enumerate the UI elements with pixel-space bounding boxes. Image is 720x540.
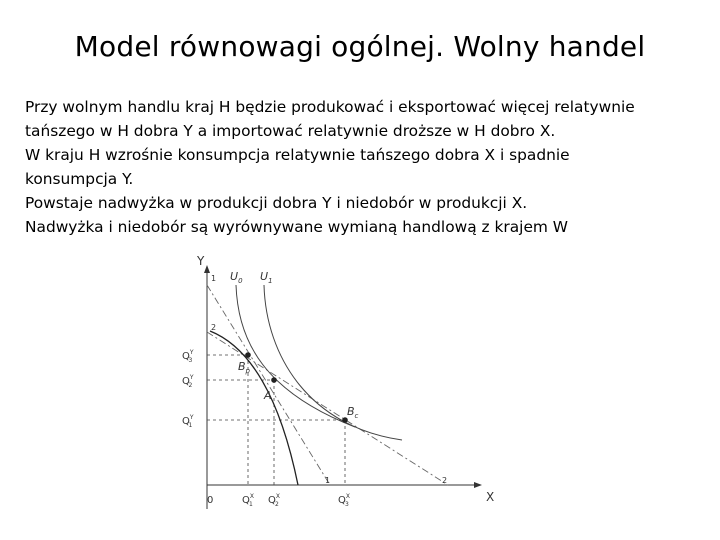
point-bp [245,352,251,358]
q2x-label: $Q^X$ 2 [268,493,280,508]
q2y-label: $Q^Y$ 2 [182,374,194,389]
point-bc [342,417,348,423]
body-line: Powstaje nadwyżka w produkcji dobra Y i niedobór w produkcji X. [25,194,528,212]
x-axis-label: X [486,490,495,504]
body-line: W kraju H wzrośnie konsumpcja relatywnie tańszego dobra X i spadnie [25,146,570,164]
bc-label: $B_c$ [347,405,359,420]
indifference-curve-u0 [236,285,355,427]
bp-label: $B_p$ [238,360,250,375]
indifference-curve-u1 [264,285,402,440]
q1x-label: $Q^X$ 1 [242,493,254,508]
u1-label: $U_1$ [260,270,273,285]
body-line: konsumpcja Y. [25,170,134,188]
equilibrium-diagram [180,247,510,517]
y-axis-label: Y [197,254,205,268]
q3x-label: $Q^X$ 3 [338,493,350,508]
line2-top-label: 2 [211,323,217,332]
y-axis-arrow [204,265,210,273]
line1-bottom-label: 1 [325,476,331,485]
diagram-svg [180,247,510,517]
slide-title: Model równowagi ogólnej. Wolny handel [74,30,646,63]
q3y-label: $Q^Y$ 3 [182,349,194,364]
body-text [25,95,705,239]
point-a [271,377,277,383]
body-line: Nadwyżka i niedobór są wyrównywane wymianą handlową z krajem W [25,218,569,236]
production-frontier [210,331,298,485]
body-line: Przy wolnym handlu kraj H będzie produkować i eksportować więcej relatywnie [25,98,635,116]
a-label: A [264,389,272,402]
q1y-label: $Q^Y$ 1 [182,414,194,429]
origin-label: 0 [207,495,214,506]
body-line: tańszego w H dobra Y a importować relatywnie droższe w H dobro X. [25,122,556,140]
x-axis-arrow [474,482,482,488]
price-line-1 [207,285,330,485]
line2-bottom-label: 2 [442,476,448,485]
line1-top-label: 1 [211,274,217,283]
u0-label: $U_0$ [230,270,243,285]
